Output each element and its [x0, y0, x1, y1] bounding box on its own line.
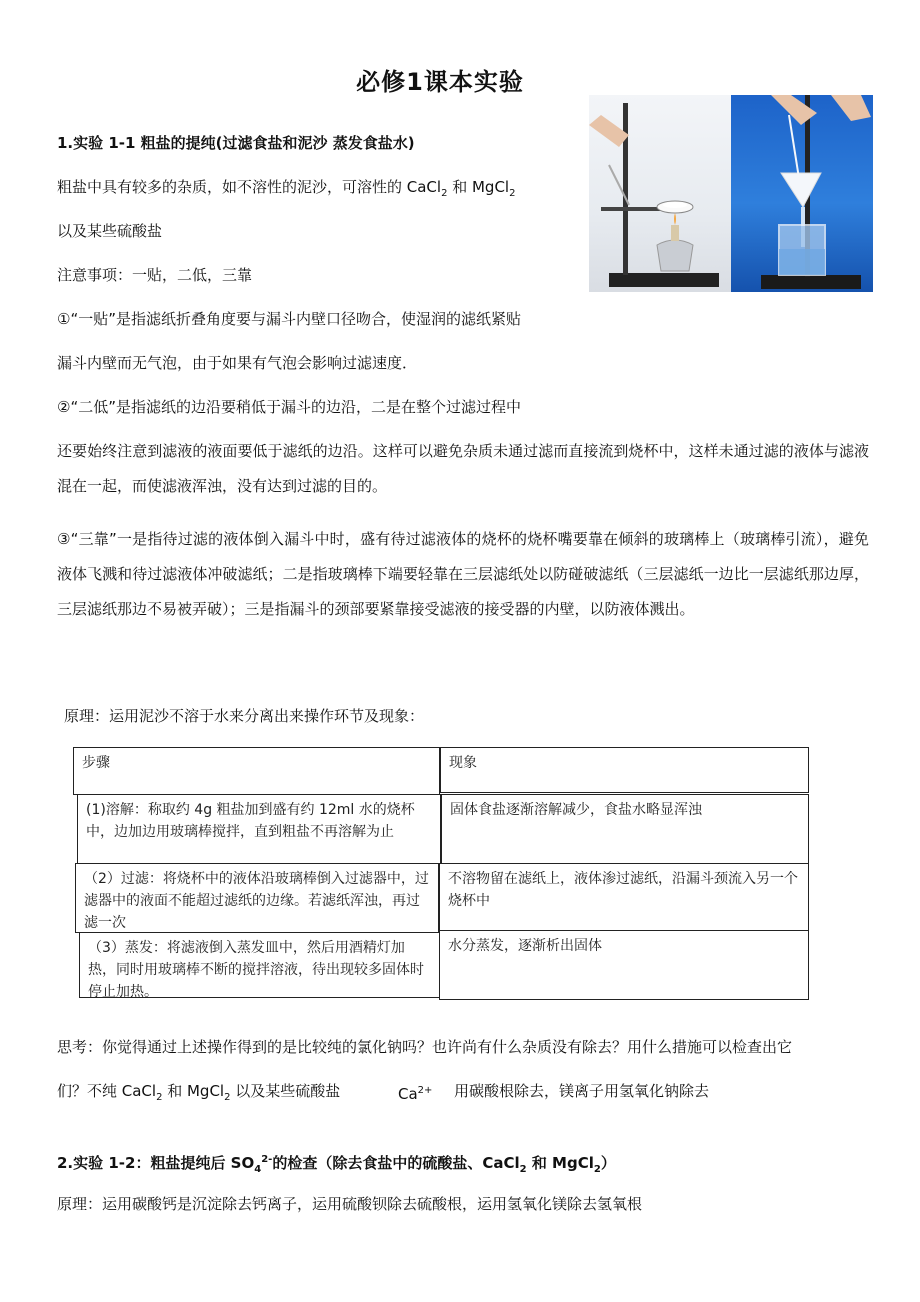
rule-one-b: 漏斗内壁而无气泡，由于如果有气泡会影响过滤速度． — [57, 354, 418, 372]
section-1-heading: 1.实验 1-1 粗盐的提纯(过滤食盐和泥沙 蒸发食盐水) — [57, 134, 415, 152]
table-row-2-step: （2）过滤：将烧杯中的液体沿玻璃棒倒入过滤器中，过滤器中的液面不能超过滤纸的边缘。若滤纸浑浊，再过滤一次 — [75, 863, 439, 933]
table-row-2-phenomenon: 不溶物留在滤纸上，液体渗过滤纸，沿漏斗颈流入另一个 烧杯中 — [439, 863, 809, 933]
section-2-heading: 2.实验 1-2：粗盐提纯后 $SO_4^{2-}$的检查（除去食盐中的硫酸盐、CaCl$_2$ 和 MgCl$_2$） — [57, 1154, 616, 1175]
think-line-2: 们？不纯 CaCl$_2$ 和 MgCl$_2$ 以及某些硫酸盐 — [57, 1082, 341, 1103]
table-row-3-step: （3）蒸发：将滤液倒入蒸发皿中，然后用酒精灯加热，同时用玻璃棒不断的搅拌溶液，待出现较多固体时停止加热。 — [79, 932, 441, 998]
think-line-2-end: 用碳酸根除去，镁离子用氢氧化钠除去 — [454, 1082, 710, 1100]
principle-1: 原理：运用泥沙不溶于水来分离出来操作环节及现象： — [64, 707, 425, 725]
paragraph-impurities-2: 以及某些硫酸盐 — [57, 222, 163, 240]
table-row-1-phenomenon: 固体食盐逐渐溶解减少，食盐水略显浑浊 — [441, 794, 809, 864]
rule-two-b: 还要始终注意到滤液的液面要低于滤纸的边沿。这样可以避免杂质未通过滤而直接流到烧杯中，这样未通过滤的液体与滤液混在一起，而使滤液浑浊，没有达到过滤的目的。 — [57, 442, 869, 495]
notice-line: 注意事项：一贴，二低，三靠 — [57, 266, 253, 284]
think-calcium: $Ca^{2+}$ — [398, 1085, 433, 1103]
table-row-3-phenomenon: 水分蒸发，逐渐析出固体 — [439, 930, 809, 1000]
principle-2: 原理：运用碳酸钙是沉淀除去钙离子，运用硫酸钡除去硫酸根，运用氢氧化镁除去氢氧根 — [57, 1195, 643, 1213]
evaporation-photo — [589, 95, 731, 292]
rule-three: ③“三靠”一是指待过滤的液体倒入漏斗中时，盛有待过滤液体的烧杯的烧杯嘴要靠在倾斜的玻璃棒上（玻璃棒引流），避免液体飞溅和待过滤液体冲破滤纸；二是指玻璃棒下端要轻靠在三层滤纸处以防碰破滤纸（三层滤纸一边比一层滤纸那边厚，三层滤纸那边不易被弄破）；三是指漏斗的颈部要紧靠接受滤液的接受器的内壁，以防液体溅出。 — [57, 530, 869, 618]
page-title: 必修1课本实验 — [356, 68, 524, 96]
think-line-1: 思考：你觉得通过上述操作得到的是比较纯的氯化钠吗？也许尚有什么杂质没有除去？用什么措施可以检查出它 — [57, 1038, 793, 1056]
rule-one-a: ①“一贴”是指滤纸折叠角度要与漏斗内壁口径吻合，使湿润的滤纸紧贴 — [57, 310, 521, 328]
steps-table — [73, 742, 809, 1002]
table-row-1-step: (1)溶解：称取约 4g 粗盐加到盛有约 12ml 水的烧杯中，边加边用玻璃棒搅拌，直到粗盐不再溶解为止 — [77, 794, 441, 864]
rule-two-a: ②“二低”是指滤纸的边沿要稍低于漏斗的边沿，二是在整个过滤过程中 — [57, 398, 521, 416]
experiment-photo — [589, 95, 873, 292]
paragraph-impurities: 粗盐中具有较多的杂质，如不溶性的泥沙，可溶性的 CaCl$_2$ 和 MgCl$_2$ — [57, 178, 516, 199]
filtration-photo — [731, 95, 873, 292]
table-header-phenomenon: 现象 — [440, 747, 809, 793]
table-header-step: 步骤 — [73, 747, 440, 795]
